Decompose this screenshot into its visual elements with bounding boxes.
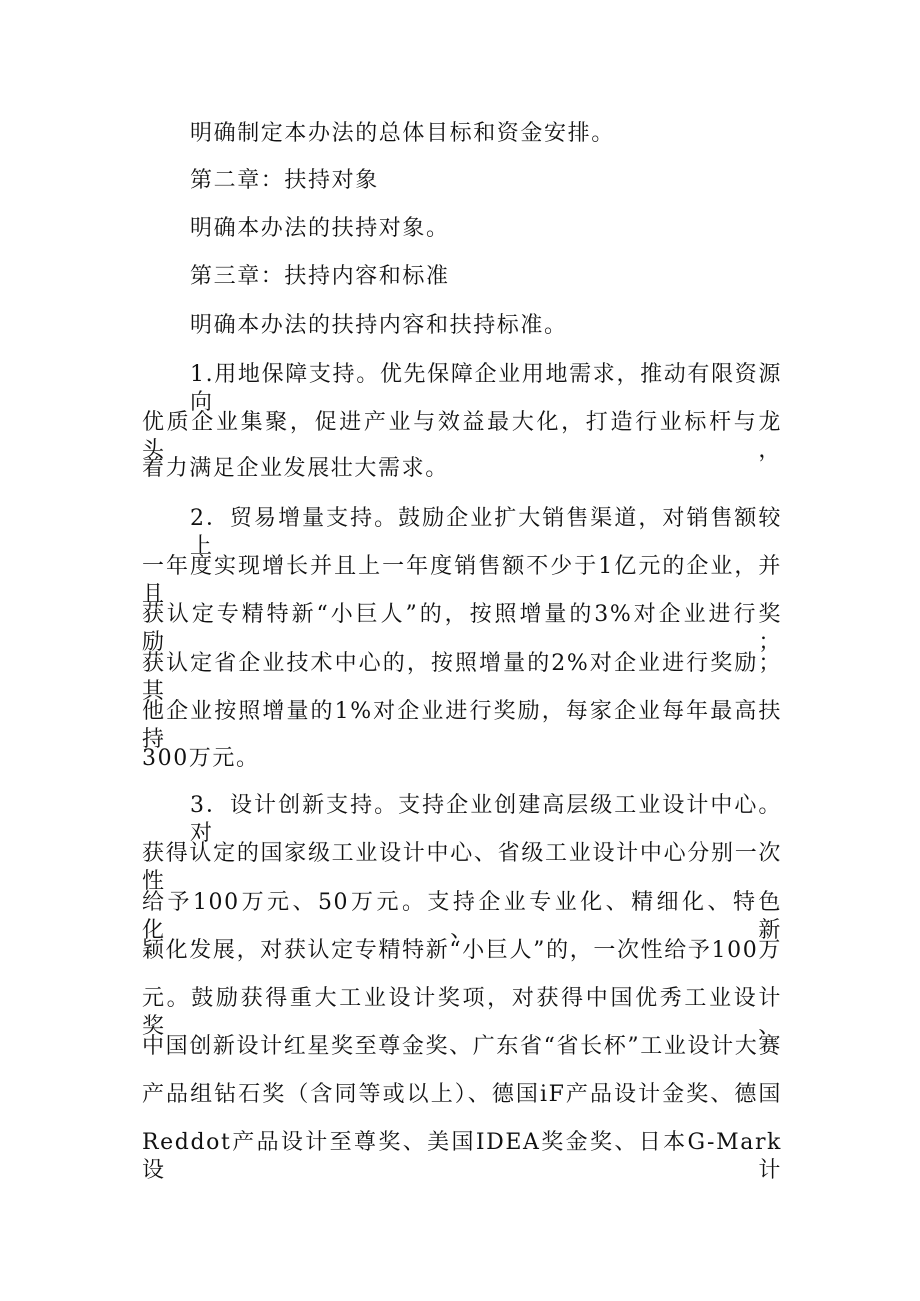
chapter-heading: 第三章：扶持内容和标准 (190, 264, 450, 289)
text-line: 优质企业集聚，促进产业与效益最大化，打造行业标杆与龙头， (142, 410, 782, 463)
text-line: 明确本办法的扶持内容和扶持标准。 (190, 313, 568, 338)
text-line: 着力满足企业发展壮大需求。 (142, 456, 449, 481)
text-line: 获得认定的国家级工业设计中心、省级工业设计中心分别一次性 (142, 841, 782, 894)
text-line: 元。鼓励获得重大工业设计奖项，对获得中国优秀工业设计奖、 (142, 986, 782, 1039)
text-line: 中国创新设计红星奖至尊金奖、广东省“省长杯”工业设计大赛 (142, 1034, 782, 1059)
text-line: 颖化发展，对获认定专精特新“小巨人”的，一次性给予100万 (142, 938, 782, 963)
text-line: 明确制定本办法的总体目标和资金安排。 (190, 121, 615, 146)
text-line: 2．贸易增量支持。鼓励企业扩大销售渠道，对销售额较上 (190, 506, 782, 559)
text-line: 给予100万元、50万元。支持企业专业化、精细化、特色化、新 (142, 890, 782, 943)
text-line: 获认定省企业技术中心的，按照增量的2%对企业进行奖励；其 (142, 651, 782, 704)
text-line: 他企业按照增量的1%对企业进行奖励，每家企业每年最高扶持 (142, 699, 782, 752)
text-line: 产品组钻石奖（含同等或以上）、德国iF产品设计金奖、德国 (142, 1082, 782, 1107)
text-line: 一年度实现增长并且上一年度销售额不少于1亿元的企业，并且 (142, 554, 782, 607)
text-line: 3．设计创新支持。支持企业创建高层级工业设计中心。对 (190, 793, 782, 846)
text-line: 获认定专精特新“小巨人”的，按照增量的3%对企业进行奖励； (142, 602, 782, 655)
chapter-heading: 第二章：扶持对象 (190, 168, 379, 193)
text-line: 明确本办法的扶持对象。 (190, 216, 450, 241)
text-line: 300万元。 (142, 746, 260, 771)
text-line: 1.用地保障支持。优先保障企业用地需求，推动有限资源向 (190, 362, 782, 415)
text-line: Reddot产品设计至尊奖、美国IDEA奖金奖、日本G-Mark设计 (142, 1130, 782, 1183)
